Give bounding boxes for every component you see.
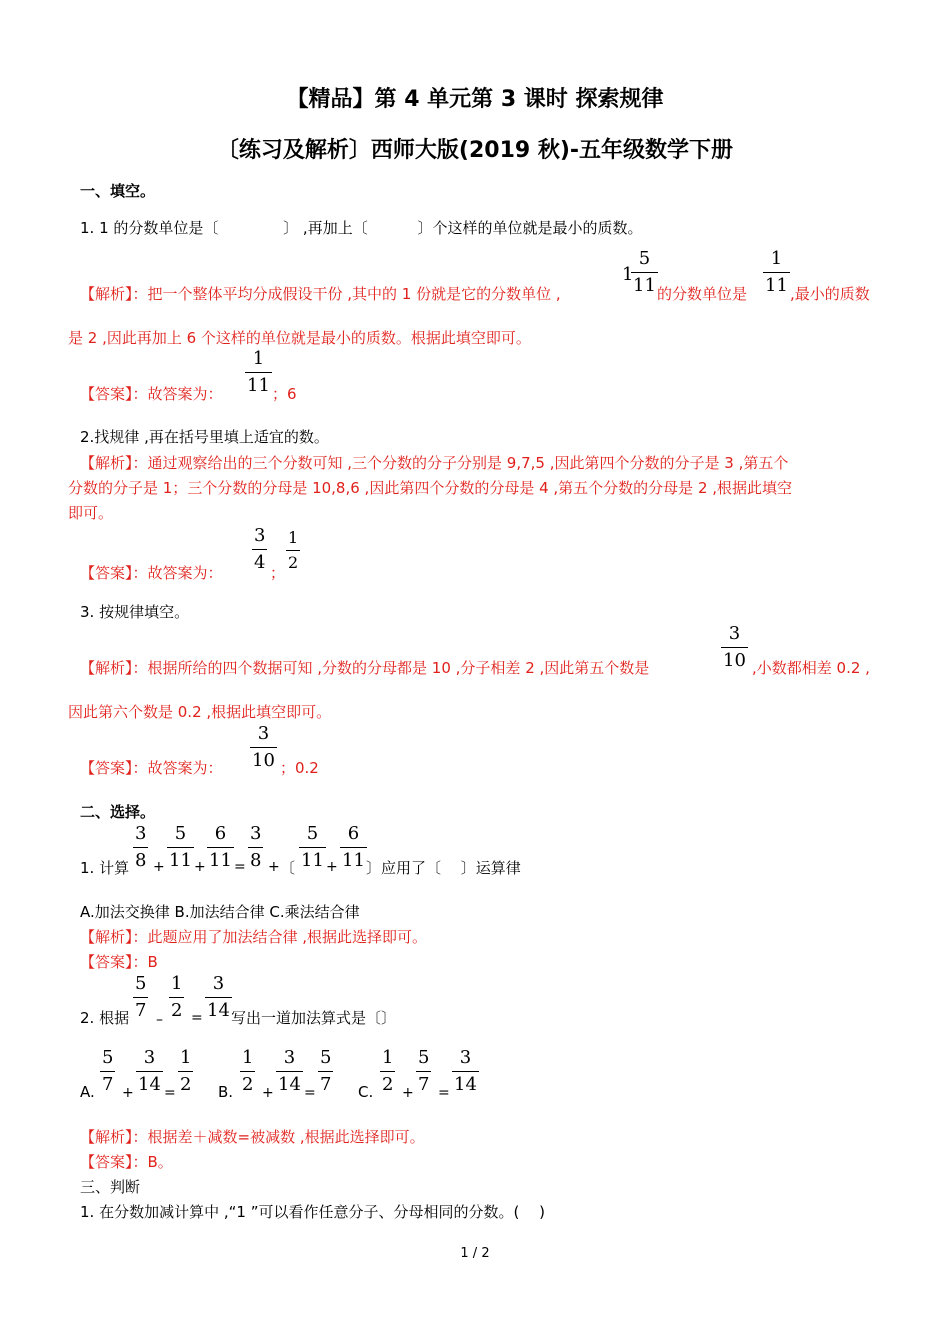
s2-q1-answer: 【答案】：B — [80, 953, 158, 971]
denominator: 11 — [245, 372, 272, 395]
q3-stem: 3. 按规律填空。 — [80, 603, 190, 621]
option-b-label: B. — [218, 1083, 234, 1101]
option-c-fraction-3 — [452, 1049, 479, 1094]
numerator: 3 — [143, 1047, 156, 1068]
s2-q1-fraction-4 — [248, 825, 263, 870]
option-a-label: A. — [80, 1083, 95, 1101]
denominator: 14 — [205, 997, 232, 1020]
s2-q2-answer: 【答案】：B。 — [80, 1153, 173, 1171]
q1-mixed-whole: 1 — [622, 264, 634, 285]
numerator: 3 — [459, 1047, 472, 1068]
option-b-fraction-2 — [276, 1049, 303, 1094]
plus-sign: + — [262, 1085, 274, 1101]
q1-analysis-fraction-1 — [631, 250, 658, 295]
denominator: 2 — [286, 550, 300, 571]
denominator: 8 — [133, 847, 148, 870]
numerator: 1 — [770, 248, 783, 269]
q1-analysis-c: ,最小的质数 — [790, 285, 870, 303]
option-a-fraction-1 — [100, 1049, 115, 1094]
s2-q2-fraction-2 — [169, 975, 184, 1020]
option-b-fraction-3 — [318, 1049, 333, 1094]
denominator: 2 — [380, 1071, 395, 1094]
denominator: 4 — [252, 549, 267, 572]
option-a-fraction-2 — [136, 1049, 163, 1094]
s2-q2-fraction-3 — [205, 975, 232, 1020]
denominator: 7 — [416, 1071, 431, 1094]
left-paren: 〔 — [280, 859, 296, 877]
q2-analysis-1: 【解析】：通过观察给出的三个分数可知 ,三个分数的分子分别是 9,7,5 ,因此第四个分数的分子是 3 ,第五个 — [80, 454, 789, 472]
denominator: 10 — [250, 747, 277, 770]
denominator: 11 — [299, 847, 326, 870]
denominator: 11 — [340, 847, 367, 870]
equals-sign: = — [164, 1085, 176, 1101]
denominator: 7 — [318, 1071, 333, 1094]
section-3-heading: 三、判断 — [80, 1178, 141, 1196]
q1-analysis-b: 的分数单位是 — [657, 285, 748, 303]
numerator: 3 — [257, 723, 270, 744]
q3-analysis-fraction — [721, 625, 748, 670]
denominator: 14 — [452, 1071, 479, 1094]
denominator: 11 — [167, 847, 194, 870]
s2-q1-analysis: 【解析】：此题应用了加法结合律 ,根据此选择即可。 — [80, 928, 428, 946]
plus-sign: + — [153, 859, 165, 875]
numerator: 6 — [347, 823, 360, 844]
denominator: 14 — [276, 1071, 303, 1094]
q3-answer-label: 【答案】：故答案为： — [80, 759, 223, 777]
q2-stem: 2.找规律 ,再在括号里填上适宜的数。 — [80, 428, 329, 446]
denominator: 14 — [136, 1071, 163, 1094]
q1-analysis-fraction-2 — [763, 250, 790, 295]
denominator: 11 — [763, 272, 790, 295]
q1-answer-label: 【答案】：故答案为： — [80, 385, 223, 403]
numerator: 3 — [283, 1047, 296, 1068]
plus-sign: + — [268, 859, 280, 875]
s2-q1-fraction-1 — [133, 825, 148, 870]
numerator: 3 — [254, 525, 266, 546]
numerator: 1 — [382, 1047, 394, 1068]
numerator: 3 — [728, 623, 741, 644]
plus-sign: + — [402, 1085, 414, 1101]
section-2-heading: 二、选择。 — [80, 803, 156, 821]
plus-sign: + — [122, 1085, 134, 1101]
denominator: 11 — [207, 847, 234, 870]
numerator: 1 — [242, 1047, 254, 1068]
option-a-fraction-3 — [178, 1049, 193, 1094]
minus-sign: – — [156, 1012, 163, 1028]
numerator: 3 — [250, 823, 262, 844]
plus-sign: + — [326, 859, 338, 875]
option-b-fraction-1 — [240, 1049, 255, 1094]
denominator: 2 — [178, 1071, 193, 1094]
plus-sign: + — [194, 859, 206, 875]
q2-answer-label: 【答案】：故答案为： — [80, 564, 223, 582]
s3-q1: 1. 在分数加减计算中 ,“1 ”可以看作任意分子、分母相同的分数。( ) — [80, 1203, 545, 1221]
q2-answer-fraction-1 — [252, 527, 267, 572]
numerator: 5 — [102, 1047, 114, 1068]
s2-q1-fraction-6 — [340, 825, 367, 870]
numerator: 1 — [252, 348, 265, 369]
q1-answer-rest: ；6 — [272, 385, 297, 403]
q2-answer-fraction-2 — [286, 530, 300, 571]
denominator: 8 — [248, 847, 263, 870]
s2-q2-stem-b: 写出一道加法算式是〔〕 — [231, 1009, 397, 1027]
denominator: 10 — [721, 647, 748, 670]
s2-q2-analysis: 【解析】：根据差＋减数=被减数 ,根据此选择即可。 — [80, 1128, 425, 1146]
denominator: 2 — [240, 1071, 255, 1094]
q2-analysis-2: 分数的分子是 1；三个分数的分母是 10,8,6 ,因此第四个分数的分母是 4 ,第五个分数的分母是 2 ,根据此填空 — [68, 479, 793, 497]
option-c-fraction-1 — [380, 1049, 395, 1094]
numerator: 5 — [174, 823, 187, 844]
s2-q1-stem-b: 〕应用了〔 〕运算律 — [366, 859, 521, 877]
section-1-heading: 一、填空。 — [80, 182, 156, 200]
s2-q1-fraction-5 — [299, 825, 326, 870]
q1-analysis-d: 是 2 ,因此再加上 6 个这样的单位就是最小的质数。根据此填空即可。 — [68, 329, 531, 347]
denominator: 7 — [100, 1071, 115, 1094]
numerator: 3 — [135, 823, 147, 844]
numerator: 1 — [180, 1047, 192, 1068]
title-line-1: 【精品】第 4 单元第 3 课时 探索规律 — [286, 87, 664, 112]
q2-analysis-3: 即可。 — [68, 504, 114, 522]
numerator: 5 — [638, 248, 651, 269]
equals-sign: = — [191, 1010, 203, 1026]
q3-analysis-b: ,小数都相差 0.2 , — [752, 659, 870, 677]
option-c-label: C. — [358, 1083, 374, 1101]
numerator: 3 — [212, 973, 225, 994]
numerator: 1 — [288, 528, 299, 547]
denominator: 2 — [169, 997, 184, 1020]
equals-sign: = — [438, 1085, 450, 1101]
equals-sign: = — [234, 859, 246, 875]
numerator: 5 — [320, 1047, 332, 1068]
s2-q1-fraction-2 — [167, 825, 194, 870]
q1-stem: 1. 1 的分数单位是〔 〕 ,再加上〔 〕个这样的单位就是最小的质数。 — [80, 219, 643, 237]
q2-answer-separator: ； — [270, 564, 286, 582]
s2-q1-stem-a: 1. 计算 — [80, 859, 130, 877]
s2-q1-fraction-3 — [207, 825, 234, 870]
q1-answer-fraction — [245, 350, 272, 395]
q3-analysis-c: 因此第六个数是 0.2 ,根据此填空即可。 — [68, 703, 332, 721]
q3-analysis-a: 【解析】：根据所给的四个数据可知 ,分数的分母都是 10 ,分子相差 2 ,因此第五个数是 — [80, 659, 650, 677]
numerator: 5 — [135, 973, 147, 994]
numerator: 5 — [418, 1047, 430, 1068]
s2-q2-stem-a: 2. 根据 — [80, 1009, 130, 1027]
numerator: 6 — [214, 823, 227, 844]
equals-sign: = — [304, 1085, 316, 1101]
numerator: 1 — [171, 973, 183, 994]
title-line-2: 〔练习及解析〕西师大版(2019 秋)-五年级数学下册 — [216, 138, 734, 163]
s2-q1-options: A.加法交换律 B.加法结合律 C.乘法结合律 — [80, 903, 360, 921]
q1-analysis-a: 【解析】：把一个整体平均分成假设干份 ,其中的 1 份就是它的分数单位 , — [80, 285, 561, 303]
option-c-fraction-2 — [416, 1049, 431, 1094]
numerator: 5 — [306, 823, 319, 844]
page-number: 1 / 2 — [460, 1246, 490, 1261]
q3-answer-rest: ；0.2 — [280, 759, 319, 777]
denominator: 7 — [133, 997, 148, 1020]
denominator: 11 — [631, 272, 658, 295]
s2-q2-fraction-1 — [133, 975, 148, 1020]
q3-answer-fraction — [250, 725, 277, 770]
